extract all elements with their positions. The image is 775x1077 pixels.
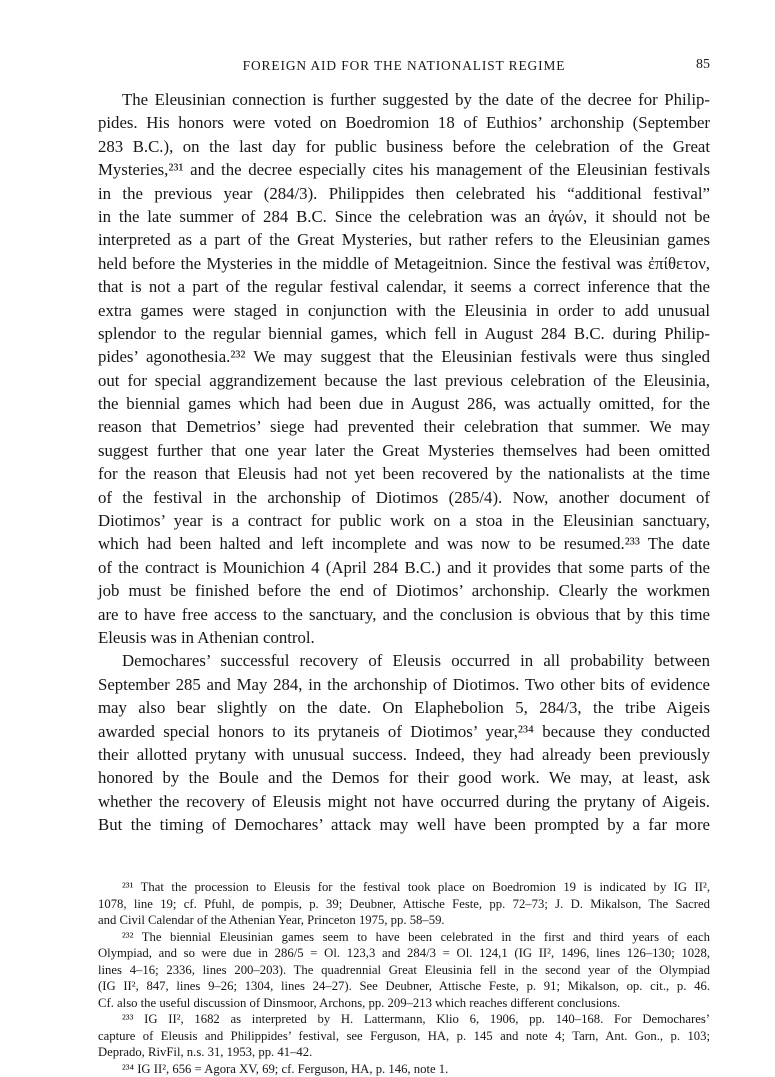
body-line: Mysteries,²³¹ and the decree especially cites his management of the Eleusinian festivals bbox=[98, 158, 710, 181]
body-line: of the festival in the archonship of Diotimos (285/4). Now, another document of bbox=[98, 486, 710, 509]
body-line: of the contract is Mounichion 4 (April 284 B.C.) and it provides that some parts of the bbox=[98, 556, 710, 579]
footnotes bbox=[98, 879, 710, 1077]
body-line: their allotted prytany with unusual success. Indeed, they had already been previously bbox=[98, 743, 710, 766]
body-line: held before the Mysteries in the middle of Metageitnion. Since the festival was ἐπίθετον, bbox=[98, 252, 710, 275]
running-title: FOREIGN AID FOR THE NATIONALIST REGIME bbox=[98, 58, 710, 74]
body-line: interpreted as a part of the Great Mysteries, but rather refers to the Eleusinian games bbox=[98, 228, 710, 251]
body-line: awarded special honors to its prytaneis of Diotimos’ year,²³⁴ because they conducted bbox=[98, 720, 710, 743]
body-line: But the timing of Demochares’ attack may well have been prompted by a far more bbox=[98, 813, 710, 836]
footnote-line: Olympiad, and so were due in 286/5 = Ol. 123,3 and 284/3 = Ol. 124,1 (IG II², 1496, lines 126–130; 1028, bbox=[98, 945, 710, 962]
body-line: are to have free access to the sanctuary, and the conclusion is obvious that by this time bbox=[98, 603, 710, 626]
running-header bbox=[98, 56, 710, 76]
body-line: suggest further that one year later the Great Mysteries themselves had been omitted bbox=[98, 439, 710, 462]
footnote-line: ²³¹ That the procession to Eleusis for the festival took place on Boedromion 19 is indicated by IG II², bbox=[98, 879, 710, 896]
footnote-line: and Civil Calendar of the Athenian Year, Princeton 1975, pp. 58–59. bbox=[98, 912, 710, 929]
body-line: Demochares’ successful recovery of Eleusis occurred in all probability between bbox=[98, 649, 710, 672]
body-text bbox=[98, 88, 710, 837]
body-line: whether the recovery of Eleusis might not have occurred during the prytany of Aigeis. bbox=[98, 790, 710, 813]
body-line: job must be finished before the end of Diotimos’ archonship. Clearly the workmen bbox=[98, 579, 710, 602]
body-line: reason that Demetrios’ siege had prevented their celebration that summer. We may bbox=[98, 415, 710, 438]
body-line: may also bear slightly on the date. On Elaphebolion 5, 284/3, the tribe Aigeis bbox=[98, 696, 710, 719]
body-line: splendor to the regular biennial games, which fell in August 284 B.C. during Philip- bbox=[98, 322, 710, 345]
footnote-line: ²³² The biennial Eleusinian games seem to have been celebrated in the first and third years of each bbox=[98, 929, 710, 946]
body-line: honored by the Boule and the Demos for their good work. We may, at least, ask bbox=[98, 766, 710, 789]
footnote-line: Cf. also the useful discussion of Dinsmoor, Archons, pp. 209–213 which reaches different conclusions. bbox=[98, 995, 710, 1012]
body-line: extra games were staged in conjunction with the Eleusinia in order to add unusual bbox=[98, 299, 710, 322]
body-line: that is not a part of the regular festival calendar, it seems a correct inference that the bbox=[98, 275, 710, 298]
body-line: in the previous year (284/3). Philippides then celebrated his “additional festival” bbox=[98, 182, 710, 205]
body-line: pides. His honors were voted on Boedromion 18 of Euthios’ archonship (September bbox=[98, 111, 710, 134]
body-line: out for special aggrandizement because the last previous celebration of the Eleusinia, bbox=[98, 369, 710, 392]
body-line: Diotimos’ year is a contract for public work on a stoa in the Eleusinian sanctuary, bbox=[98, 509, 710, 532]
body-line: for the reason that Eleusis had not yet been recovered by the nationalists at the time bbox=[98, 462, 710, 485]
footnote-line: capture of Eleusis and Philippides’ festival, see Ferguson, HA, p. 145 and note 4; Tarn, Ant. Gon., p. 103; bbox=[98, 1028, 710, 1045]
body-line: September 285 and May 284, in the archonship of Diotimos. Two other bits of evidence bbox=[98, 673, 710, 696]
body-line: the biennial games which had been due in August 286, was actually omitted, for the bbox=[98, 392, 710, 415]
footnote-line: lines 4–16; 2336, lines 200–203). The quadrennial Great Eleusinia fell in the second year of the Olympiad bbox=[98, 962, 710, 979]
footnote-line: 1078, line 19; cf. Pfuhl, de pompis, p. 39; Deubner, Attische Feste, pp. 72–73; J. D. Mikalson, The Sacred bbox=[98, 896, 710, 913]
body-line: which had been halted and left incomplete and was now to be resumed.²³³ The date bbox=[98, 532, 710, 555]
body-line: 283 B.C.), on the last day for public business before the celebration of the Great bbox=[98, 135, 710, 158]
body-line: The Eleusinian connection is further suggested by the date of the decree for Philip- bbox=[98, 88, 710, 111]
body-line: in the late summer of 284 B.C. Since the celebration was an ἀγών, it should not be bbox=[98, 205, 710, 228]
footnote-line: ²³³ IG II², 1682 as interpreted by H. Lattermann, Klio 6, 1906, pp. 140–168. For Demochares’ bbox=[98, 1011, 710, 1028]
footnote-line: ²³⁴ IG II², 656 = Agora XV, 69; cf. Ferguson, HA, p. 146, note 1. bbox=[98, 1061, 710, 1077]
footnote-line: Deprado, RivFil, n.s. 31, 1953, pp. 41–42. bbox=[98, 1044, 710, 1061]
footnote-line: (IG II², 847, lines 9–26; 1304, lines 24–27). See Deubner, Attische Feste, p. 91; Mikalson, op. cit., p. 46. bbox=[98, 978, 710, 995]
body-line: pides’ agonothesia.²³² We may suggest that the Eleusinian festivals were thus singled bbox=[98, 345, 710, 368]
page-number: 85 bbox=[696, 57, 710, 73]
body-line: Eleusis was in Athenian control. bbox=[98, 626, 710, 649]
